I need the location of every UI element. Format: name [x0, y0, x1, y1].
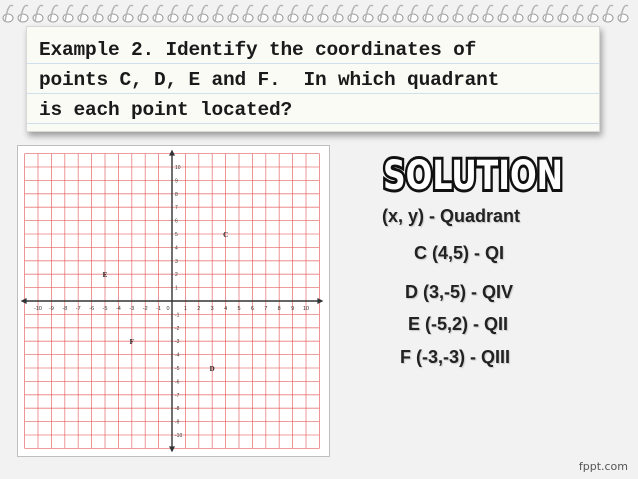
problem-line-3: is each point located?	[39, 99, 293, 121]
x-tick-label: 3	[210, 306, 214, 312]
x-tick-label: 1	[183, 306, 187, 312]
x-axis-arrow	[21, 298, 27, 304]
y-tick-label: 8	[175, 191, 178, 198]
x-tick-label: -5	[102, 306, 108, 312]
x-tick-label: 5	[237, 306, 241, 312]
y-tick-label: -6	[175, 379, 180, 386]
y-tick-label: -7	[175, 392, 180, 399]
point-label-e: E	[102, 271, 108, 280]
x-tick-label: 9	[291, 306, 295, 312]
solution-row-d: D (3,-5) - QIV	[405, 282, 514, 302]
x-tick-label: -4	[115, 306, 121, 312]
coordinate-plane	[17, 145, 330, 457]
point-label-f: F	[129, 338, 134, 347]
x-tick-label: -1	[156, 306, 162, 312]
y-tick-label: 5	[175, 232, 178, 238]
x-tick-label: -2	[142, 306, 148, 312]
y-axis-arrow	[169, 446, 175, 452]
y-tick-label: -10	[175, 433, 183, 439]
x-tick-label: -9	[48, 306, 54, 312]
y-tick-label: 9	[175, 178, 178, 185]
y-tick-label: -1	[175, 312, 180, 319]
y-tick-label: 2	[175, 272, 178, 279]
point-label-c: C	[223, 231, 229, 239]
y-tick-label: 10	[175, 165, 181, 171]
x-tick-label: 4	[224, 306, 228, 312]
x-tick-label: -10	[34, 306, 42, 312]
x-tick-label: -6	[89, 306, 95, 312]
y-tick-label: -2	[175, 325, 180, 332]
solution-title	[378, 150, 568, 199]
x-tick-label: -7	[75, 306, 81, 312]
y-tick-label: 3	[175, 258, 178, 265]
y-tick-label: 7	[175, 205, 178, 212]
fppt-logo: fppt.com	[578, 460, 628, 473]
y-tick-label: -8	[175, 406, 180, 413]
x-axis-arrow	[317, 298, 323, 304]
y-axis-arrow	[169, 150, 175, 156]
y-tick-label: -3	[175, 339, 180, 346]
solution-title-text: SOLUTION	[383, 153, 563, 199]
solution-row-e: E (-5,2) - QII	[408, 314, 509, 334]
x-tick-label: -8	[62, 306, 68, 312]
y-tick-label: 4	[175, 245, 178, 252]
x-tick-label: 2	[197, 306, 201, 312]
solution-header: (x, y) - Quadrant	[382, 206, 521, 226]
x-tick-label: 8	[277, 306, 281, 312]
problem-text	[39, 35, 599, 125]
x-tick-label: 10	[302, 306, 310, 312]
x-tick-label: -3	[129, 306, 135, 312]
x-tick-label: 7	[264, 306, 268, 312]
point-label-d: D	[209, 365, 215, 373]
y-tick-label: -4	[175, 352, 180, 359]
y-tick-label: -9	[175, 419, 180, 426]
y-tick-label: -5	[175, 366, 180, 372]
solution-row-f: F (-3,-3) - QIII	[400, 347, 510, 367]
problem-line-2: points C, D, E and F. In which quadrant	[39, 69, 500, 91]
solution-row-c: C (4,5) - QI	[414, 243, 505, 263]
x-tick-label: 0	[166, 306, 170, 312]
y-tick-label: 1	[175, 285, 178, 292]
problem-line-1: Example 2. Identify the coordinates of	[39, 39, 477, 61]
coordinate-grid	[18, 146, 329, 456]
x-tick-label: 6	[250, 306, 254, 312]
problem-note	[26, 26, 600, 132]
y-tick-label: 6	[175, 218, 178, 225]
